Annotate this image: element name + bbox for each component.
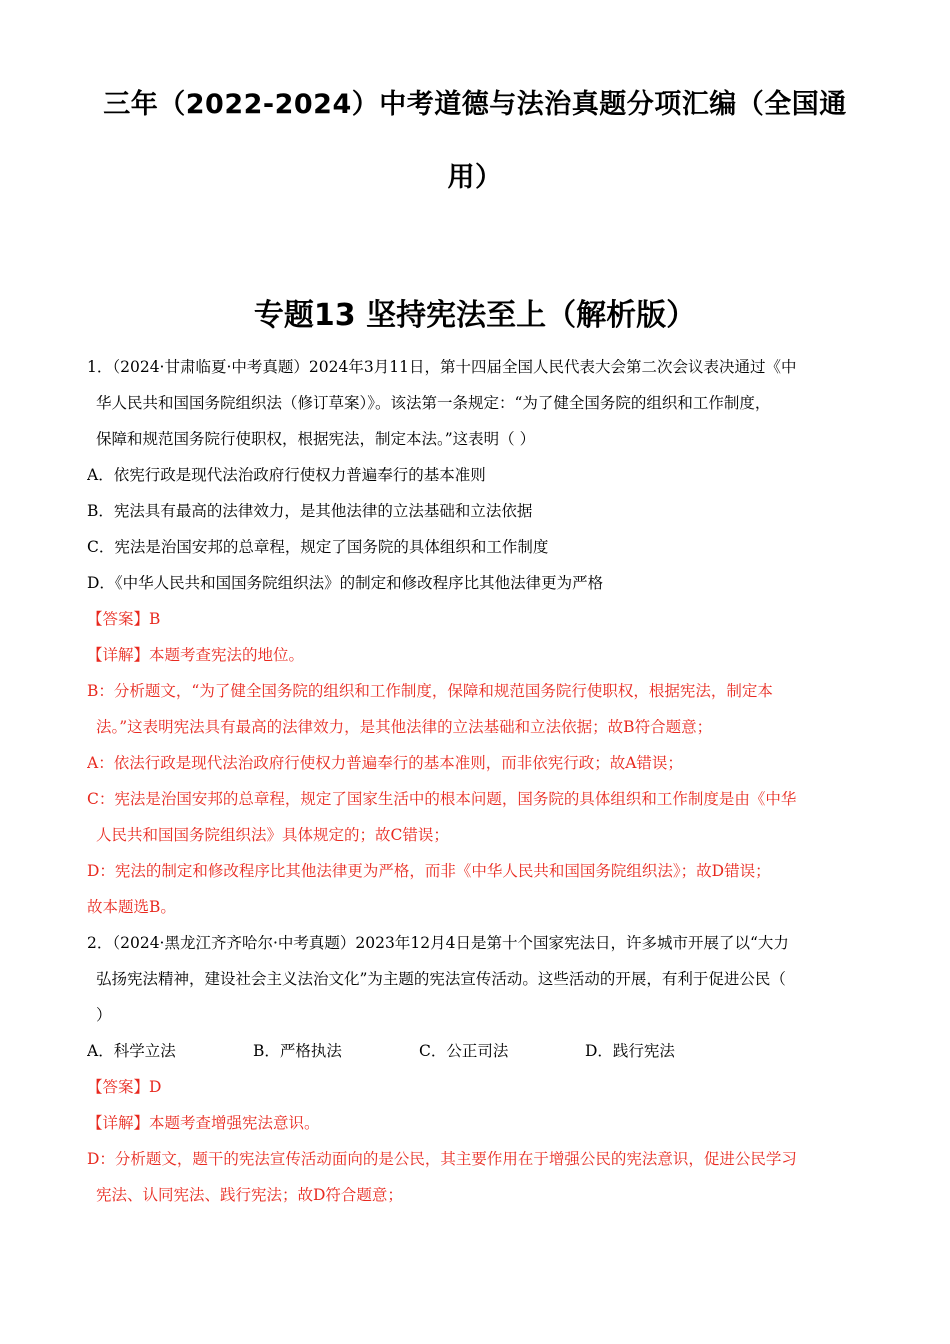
- question-1-detail: 【详解】本题考查宪法的地位。: [87, 646, 305, 664]
- question-2-stem: ）: [96, 1006, 112, 1024]
- question-2-option-b: B．严格执法: [253, 1042, 342, 1060]
- question-1-stem: 华人民共和国国务院组织法（修订草案）》。该法第一条规定：“为了健全国务院的组织和工作制度，: [96, 394, 771, 412]
- question-2-stem: 2．（2024·黑龙江齐齐哈尔·中考真题）2023年12月4日是第十个国家宪法日，许多城市开展了以“大力: [87, 934, 789, 952]
- question-2-options: [87, 1036, 863, 1072]
- question-2-option-d: D．践行宪法: [585, 1042, 675, 1060]
- question-1-answer: 【答案】B: [87, 610, 161, 628]
- question-1-explanation-c: C：宪法是治国安邦的总章程，规定了国家生活中的根本问题，国务院的具体组织和工作制度是由《中华: [87, 790, 797, 808]
- question-2-explanation-d: 宪法、认同宪法、践行宪法；故D符合题意；: [96, 1186, 403, 1204]
- question-1-stem: 1．（2024·甘肃临夏·中考真题）2024年3月11日，第十四届全国人民代表大会第二次会议表决通过《中: [87, 358, 797, 376]
- question-1-explanation-c: 人民共和国国务院组织法》具体规定的；故C错误；: [96, 826, 449, 844]
- question-1-explanation-b: 法。”这表明宪法具有最高的法律效力，是其他法律的立法基础和立法依据；故B符合题意；: [96, 718, 713, 736]
- question-2-option-c: C．公正司法: [419, 1042, 509, 1060]
- question-1-explanation-b: B：分析题文，“为了健全国务院的组织和工作制度，保障和规范国务院行使职权，根据宪法，制定本: [87, 682, 773, 700]
- question-1-explanation-a: A：依法行政是现代法治政府行使权力普遍奉行的基本准则，而非依宪行政；故A错误；: [87, 754, 683, 772]
- question-1-option-d: D．《中华人民共和国国务院组织法》的制定和修改程序比其他法律更为严格: [87, 574, 604, 592]
- content-body: [87, 352, 863, 1216]
- question-1-option-a: A．依宪行政是现代法治政府行使权力普遍奉行的基本准则: [87, 466, 486, 484]
- section-subtitle: 专题13 坚持宪法至上（解析版）: [253, 298, 697, 333]
- question-2-stem: 弘扬宪法精神，建设社会主义法治文化”为主题的宪法宣传活动。这些活动的开展，有利于促进公民（: [96, 970, 786, 988]
- question-1-explanation-d: D：宪法的制定和修改程序比其他法律更为严格，而非《中华人民共和国国务院组织法》；故D错误；: [87, 862, 771, 880]
- question-2-answer: 【答案】D: [87, 1078, 162, 1096]
- document-title: 三年（2022-2024）中考道德与法治真题分项汇编（全国通: [103, 89, 847, 120]
- document-title-continued: 用）: [447, 162, 503, 193]
- question-1-option-b: B．宪法具有最高的法律效力，是其他法律的立法基础和立法依据: [87, 502, 533, 520]
- question-2-detail: 【详解】本题考查增强宪法意识。: [87, 1114, 320, 1132]
- question-2-option-a: A．科学立法: [87, 1042, 176, 1060]
- question-1-conclusion: 故本题选B。: [87, 898, 176, 916]
- question-1-stem: 保障和规范国务院行使职权，根据宪法，制定本法。”这表明（ ）: [96, 430, 536, 448]
- question-1-option-c: C．宪法是治国安邦的总章程，规定了国务院的具体组织和工作制度: [87, 538, 549, 556]
- question-2-explanation-d: D：分析题文，题干的宪法宣传活动面向的是公民，其主要作用在于增强公民的宪法意识，促进公民学习: [87, 1150, 797, 1168]
